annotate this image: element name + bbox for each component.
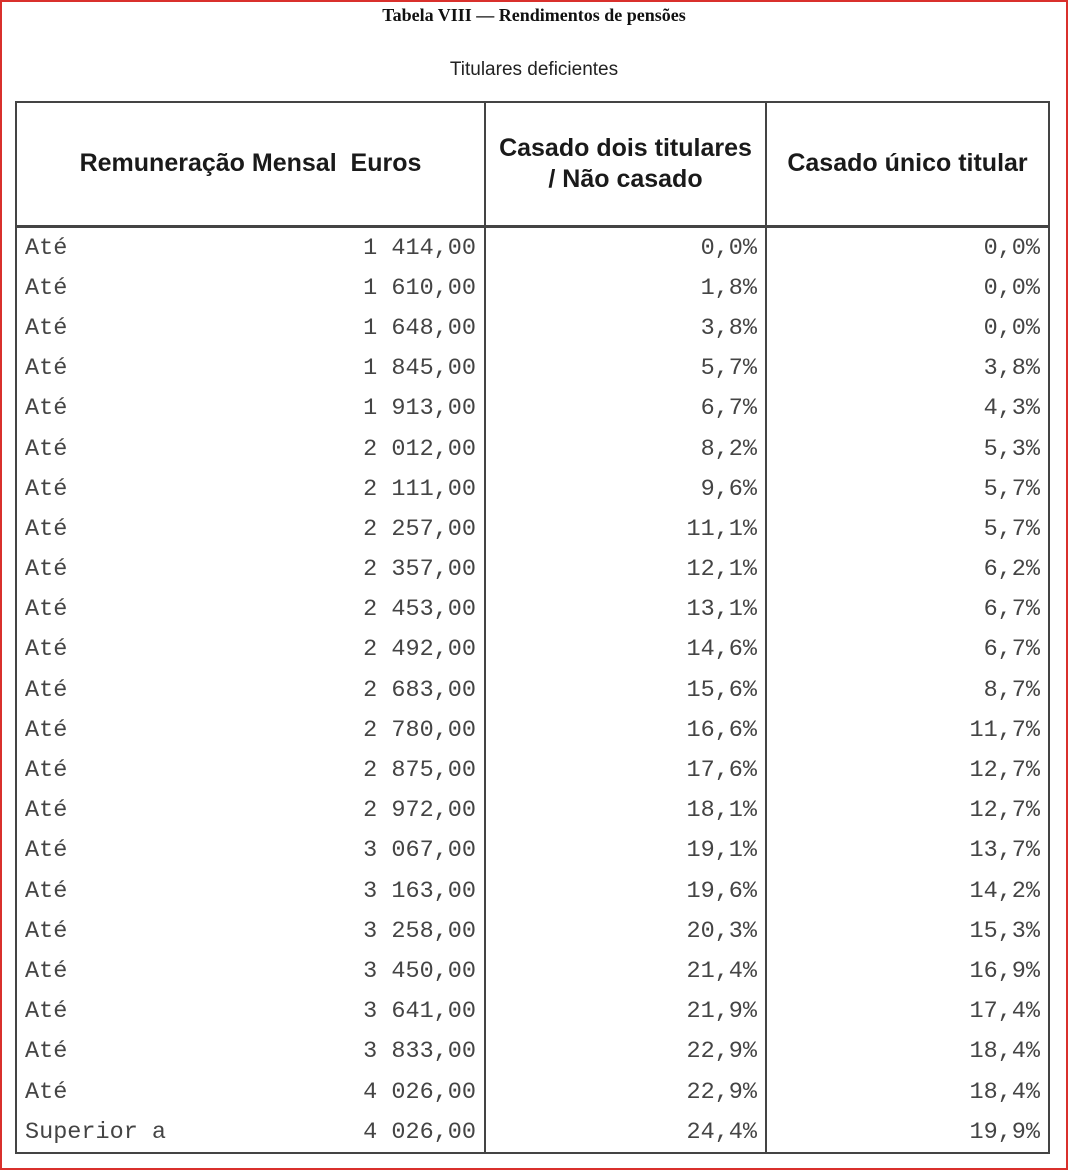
table-title: Tabela VIII — Rendimentos de pensões bbox=[382, 5, 686, 25]
table-row bbox=[16, 831, 1049, 871]
remuneracao-wrapper bbox=[25, 797, 476, 824]
cell-casado-unico-titular: 5,7% bbox=[766, 469, 1049, 509]
cell-remuneracao bbox=[16, 871, 485, 911]
row-label: Até bbox=[25, 355, 68, 383]
row-label: Até bbox=[25, 957, 68, 985]
row-label: Até bbox=[25, 877, 68, 905]
cell-casado-unico-titular: 19,9% bbox=[766, 1112, 1049, 1153]
row-label: Até bbox=[25, 797, 68, 825]
row-label: Até bbox=[25, 1038, 68, 1066]
cell-casado-dois-titulares: 22,9% bbox=[485, 1072, 766, 1112]
row-label: Até bbox=[25, 998, 68, 1026]
cell-casado-unico-titular: 12,7% bbox=[766, 750, 1049, 790]
remuneracao-wrapper bbox=[25, 395, 476, 422]
row-amount: 3 258,00 bbox=[363, 917, 476, 945]
header-casado-dois-line2: / Não casado bbox=[548, 165, 703, 193]
remuneracao-wrapper bbox=[25, 837, 476, 864]
table-row bbox=[16, 308, 1049, 348]
row-label: Até bbox=[25, 515, 68, 543]
cell-remuneracao bbox=[16, 791, 485, 831]
remuneracao-wrapper bbox=[25, 355, 476, 382]
cell-casado-dois-titulares: 12,1% bbox=[485, 550, 766, 590]
cell-casado-unico-titular: 0,0% bbox=[766, 268, 1049, 308]
header-casado-dois-line1: Casado dois titulares bbox=[499, 133, 752, 162]
cell-remuneracao bbox=[16, 831, 485, 871]
table-row bbox=[16, 911, 1049, 951]
remuneracao-wrapper bbox=[25, 717, 476, 744]
table-row bbox=[16, 469, 1049, 509]
cell-casado-dois-titulares: 14,6% bbox=[485, 630, 766, 670]
cell-remuneracao bbox=[16, 429, 485, 469]
table-row bbox=[16, 227, 1049, 269]
cell-remuneracao bbox=[16, 509, 485, 549]
table-row bbox=[16, 951, 1049, 991]
remuneracao-wrapper bbox=[25, 878, 476, 905]
remuneracao-wrapper bbox=[25, 636, 476, 663]
cell-casado-unico-titular: 5,3% bbox=[766, 429, 1049, 469]
cell-casado-dois-titulares: 5,7% bbox=[485, 349, 766, 389]
header-remuneracao: Remuneração Mensal Euros bbox=[16, 102, 485, 227]
cell-casado-unico-titular: 12,7% bbox=[766, 791, 1049, 831]
row-amount: 3 641,00 bbox=[363, 998, 476, 1026]
row-label: Superior a bbox=[25, 1118, 167, 1146]
row-label: Até bbox=[25, 716, 68, 744]
cell-casado-unico-titular: 13,7% bbox=[766, 831, 1049, 871]
table-row bbox=[16, 791, 1049, 831]
remuneracao-wrapper bbox=[25, 677, 476, 704]
row-label: Até bbox=[25, 636, 68, 664]
row-amount: 2 257,00 bbox=[363, 515, 476, 543]
cell-casado-unico-titular: 6,7% bbox=[766, 590, 1049, 630]
row-amount: 3 450,00 bbox=[363, 957, 476, 985]
table-row bbox=[16, 509, 1049, 549]
cell-casado-unico-titular: 17,4% bbox=[766, 992, 1049, 1032]
cell-remuneracao bbox=[16, 308, 485, 348]
cell-casado-dois-titulares: 11,1% bbox=[485, 509, 766, 549]
row-amount: 2 357,00 bbox=[363, 556, 476, 584]
cell-casado-unico-titular: 6,2% bbox=[766, 550, 1049, 590]
header-row bbox=[16, 102, 1049, 227]
cell-casado-dois-titulares: 16,6% bbox=[485, 710, 766, 750]
cell-casado-unico-titular: 16,9% bbox=[766, 951, 1049, 991]
cell-remuneracao bbox=[16, 992, 485, 1032]
table-row bbox=[16, 550, 1049, 590]
row-amount: 2 683,00 bbox=[363, 676, 476, 704]
remuneracao-wrapper bbox=[25, 235, 476, 262]
row-amount: 2 492,00 bbox=[363, 636, 476, 664]
remuneracao-wrapper bbox=[25, 1038, 476, 1065]
cell-casado-dois-titulares: 9,6% bbox=[485, 469, 766, 509]
table-row bbox=[16, 1072, 1049, 1112]
cell-casado-dois-titulares: 19,1% bbox=[485, 831, 766, 871]
cell-remuneracao bbox=[16, 750, 485, 790]
cell-casado-dois-titulares: 18,1% bbox=[485, 791, 766, 831]
row-amount: 2 012,00 bbox=[363, 435, 476, 463]
cell-casado-dois-titulares: 19,6% bbox=[485, 871, 766, 911]
cell-casado-unico-titular: 5,7% bbox=[766, 509, 1049, 549]
row-label: Até bbox=[25, 1078, 68, 1106]
table-row bbox=[16, 630, 1049, 670]
table-row bbox=[16, 670, 1049, 710]
cell-casado-dois-titulares: 8,2% bbox=[485, 429, 766, 469]
remuneracao-wrapper bbox=[25, 596, 476, 623]
cell-remuneracao bbox=[16, 469, 485, 509]
cell-remuneracao bbox=[16, 911, 485, 951]
row-amount: 3 067,00 bbox=[363, 837, 476, 865]
remuneracao-wrapper bbox=[25, 958, 476, 985]
table-body bbox=[16, 227, 1049, 1154]
table-row bbox=[16, 268, 1049, 308]
row-amount: 1 845,00 bbox=[363, 355, 476, 383]
cell-remuneracao bbox=[16, 590, 485, 630]
table-row bbox=[16, 389, 1049, 429]
cell-casado-dois-titulares: 22,9% bbox=[485, 1032, 766, 1072]
row-amount: 4 026,00 bbox=[363, 1078, 476, 1106]
remuneracao-wrapper bbox=[25, 436, 476, 463]
remuneracao-wrapper bbox=[25, 998, 476, 1025]
row-amount: 1 913,00 bbox=[363, 395, 476, 423]
row-label: Até bbox=[25, 596, 68, 624]
cell-casado-dois-titulares: 21,9% bbox=[485, 992, 766, 1032]
row-amount: 1 414,00 bbox=[363, 234, 476, 262]
row-label: Até bbox=[25, 435, 68, 463]
cell-casado-unico-titular: 0,0% bbox=[766, 308, 1049, 348]
table-row bbox=[16, 1032, 1049, 1072]
cell-casado-unico-titular: 4,3% bbox=[766, 389, 1049, 429]
cell-casado-dois-titulares: 0,0% bbox=[485, 227, 766, 269]
remuneracao-wrapper bbox=[25, 275, 476, 302]
row-label: Até bbox=[25, 314, 68, 342]
cell-casado-unico-titular: 18,4% bbox=[766, 1032, 1049, 1072]
cell-casado-dois-titulares: 6,7% bbox=[485, 389, 766, 429]
table-row bbox=[16, 590, 1049, 630]
row-amount: 1 648,00 bbox=[363, 314, 476, 342]
table-row bbox=[16, 429, 1049, 469]
table-row bbox=[16, 710, 1049, 750]
remuneracao-wrapper bbox=[25, 516, 476, 543]
row-label: Até bbox=[25, 837, 68, 865]
row-amount: 2 111,00 bbox=[363, 475, 476, 503]
cell-remuneracao bbox=[16, 550, 485, 590]
remuneracao-wrapper bbox=[25, 918, 476, 945]
table-subtitle: Titulares deficientes bbox=[449, 59, 619, 80]
cell-remuneracao bbox=[16, 670, 485, 710]
cell-casado-unico-titular: 6,7% bbox=[766, 630, 1049, 670]
cell-casado-unico-titular: 18,4% bbox=[766, 1072, 1049, 1112]
cell-casado-unico-titular: 8,7% bbox=[766, 670, 1049, 710]
cell-casado-dois-titulares: 13,1% bbox=[485, 590, 766, 630]
row-label: Até bbox=[25, 556, 68, 584]
row-amount: 3 833,00 bbox=[363, 1038, 476, 1066]
remuneracao-wrapper bbox=[25, 1119, 476, 1146]
cell-remuneracao bbox=[16, 268, 485, 308]
row-amount: 2 972,00 bbox=[363, 797, 476, 825]
row-amount: 2 875,00 bbox=[363, 757, 476, 785]
cell-casado-dois-titulares: 3,8% bbox=[485, 308, 766, 348]
cell-remuneracao bbox=[16, 1112, 485, 1153]
cell-remuneracao bbox=[16, 1032, 485, 1072]
cell-casado-dois-titulares: 1,8% bbox=[485, 268, 766, 308]
row-label: Até bbox=[25, 475, 68, 503]
row-label: Até bbox=[25, 395, 68, 423]
table-row bbox=[16, 750, 1049, 790]
cell-casado-dois-titulares: 24,4% bbox=[485, 1112, 766, 1153]
cell-remuneracao bbox=[16, 1072, 485, 1112]
cell-casado-unico-titular: 0,0% bbox=[766, 227, 1049, 269]
cell-casado-dois-titulares: 15,6% bbox=[485, 670, 766, 710]
remuneracao-wrapper bbox=[25, 1079, 476, 1106]
row-label: Até bbox=[25, 757, 68, 785]
cell-casado-dois-titulares: 17,6% bbox=[485, 750, 766, 790]
cell-casado-dois-titulares: 21,4% bbox=[485, 951, 766, 991]
cell-casado-unico-titular: 15,3% bbox=[766, 911, 1049, 951]
table-row bbox=[16, 992, 1049, 1032]
cell-casado-unico-titular: 3,8% bbox=[766, 349, 1049, 389]
cell-casado-unico-titular: 14,2% bbox=[766, 871, 1049, 911]
cell-casado-unico-titular: 11,7% bbox=[766, 710, 1049, 750]
table-row bbox=[16, 349, 1049, 389]
remuneracao-wrapper bbox=[25, 315, 476, 342]
cell-remuneracao bbox=[16, 710, 485, 750]
rates-table bbox=[15, 101, 1050, 1154]
header-casado-dois-titulares bbox=[485, 102, 766, 227]
table-row bbox=[16, 1112, 1049, 1153]
remuneracao-wrapper bbox=[25, 556, 476, 583]
row-label: Até bbox=[25, 234, 68, 262]
cell-remuneracao bbox=[16, 227, 485, 269]
cell-remuneracao bbox=[16, 349, 485, 389]
cell-casado-dois-titulares: 20,3% bbox=[485, 911, 766, 951]
row-amount: 2 453,00 bbox=[363, 596, 476, 624]
row-amount: 1 610,00 bbox=[363, 274, 476, 302]
table-row bbox=[16, 871, 1049, 911]
cell-remuneracao bbox=[16, 630, 485, 670]
cell-remuneracao bbox=[16, 389, 485, 429]
row-label: Até bbox=[25, 676, 68, 704]
row-amount: 2 780,00 bbox=[363, 716, 476, 744]
remuneracao-wrapper bbox=[25, 757, 476, 784]
row-label: Até bbox=[25, 917, 68, 945]
cell-remuneracao bbox=[16, 951, 485, 991]
header-casado-unico-titular: Casado único titular bbox=[766, 102, 1049, 227]
row-amount: 3 163,00 bbox=[363, 877, 476, 905]
row-label: Até bbox=[25, 274, 68, 302]
remuneracao-wrapper bbox=[25, 476, 476, 503]
row-amount: 4 026,00 bbox=[363, 1118, 476, 1146]
